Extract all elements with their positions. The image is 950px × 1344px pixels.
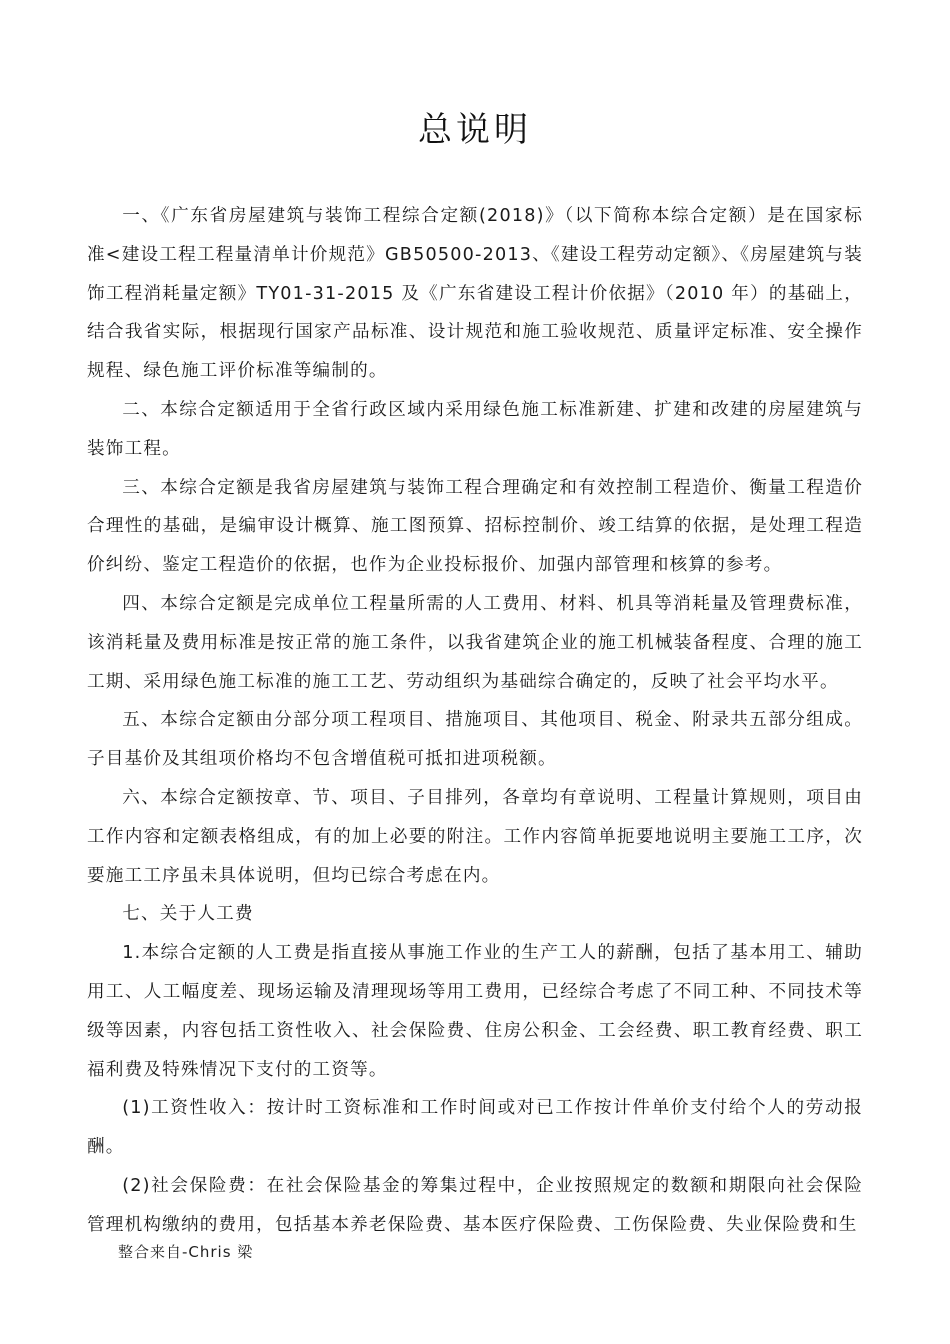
section-heading-labor-cost: 七、关于人工费 xyxy=(122,904,254,925)
paragraph-labor-1: 1.本综合定额的人工费是指直接从事施工作业的生产工人的薪酬，包括了基本用工、辅助用工、人工幅度差、现场运输及清理现场等用工费用，已经综合考虑了不同工种、不同技术等级等因素，内容包括工资性收入、社会保险费、住房公积金、工会经费、职工教育经费、职工福利费及特殊情况下支付的工资等。 xyxy=(87,943,863,1080)
page-title: 总说明 xyxy=(418,110,532,150)
paragraph-labor-1-1: (1)工资性收入：按计时工资标准和工作时间或对已工作按计件单价支付给个人的劳动报酬。 xyxy=(87,1098,863,1158)
paragraph-4: 四、本综合定额是完成单位工程量所需的人工费用、材料、机具等消耗量及管理费标准，该消耗量及费用标准是按正常的施工条件，以我省建筑企业的施工机械装备程度、合理的施工工期、采用绿色施工标准的施工工艺、劳动组织为基础综合确定的，反映了社会平均水平。 xyxy=(87,593,863,692)
paragraph-1: 一、《广东省房屋建筑与装饰工程综合定额(2018)》（以下简称本综合定额）是在国家标准<建设工程工程量清单计价规范》GB50500-2013、《建设工程劳动定额》、《房屋建筑与装饰工程消耗量定额》TY01-31-2015 及《广东省建设工程计价依据》（2010 年）的基础上，结合我省实际，根据现行国家产品标准、设计规范和施工验收规范、质量评定标准、安全操作规程、绿色施工评价标准等编制的。 xyxy=(87,206,863,382)
paragraph-6: 六、本综合定额按章、节、项目、子目排列，各章均有章说明、工程量计算规则，项目由工作内容和定额表格组成，有的加上必要的附注。工作内容简单扼要地说明主要施工工序，次要施工工序虽未具体说明，但均已综合考虑在内。 xyxy=(87,787,863,886)
document-body xyxy=(87,197,863,1245)
paragraph-5: 五、本综合定额由分部分项工程项目、措施项目、其他项目、税金、附录共五部分组成。子目基价及其组项价格均不包含增值税可抵扣进项税额。 xyxy=(87,710,863,770)
paragraph-labor-1-2: (2)社会保险费：在社会保险基金的筹集过程中，企业按照规定的数额和期限向社会保险管理机构缴纳的费用，包括基本养老保险费、基本医疗保险费、工伤保险费、失业保险费和生 xyxy=(87,1175,863,1235)
paragraph-2: 二、本综合定额适用于全省行政区域内采用绿色施工标准新建、扩建和改建的房屋建筑与装饰工程。 xyxy=(87,399,863,459)
page-footer: 整合来自-Chris 梁 xyxy=(118,1243,254,1261)
paragraph-3: 三、本综合定额是我省房屋建筑与装饰工程合理确定和有效控制工程造价、衡量工程造价合理性的基础，是编审设计概算、施工图预算、招标控制价、竣工结算的依据，是处理工程造价纠纷、鉴定工程造价的依据，也作为企业投标报价、加强内部管理和核算的参考。 xyxy=(87,477,863,576)
